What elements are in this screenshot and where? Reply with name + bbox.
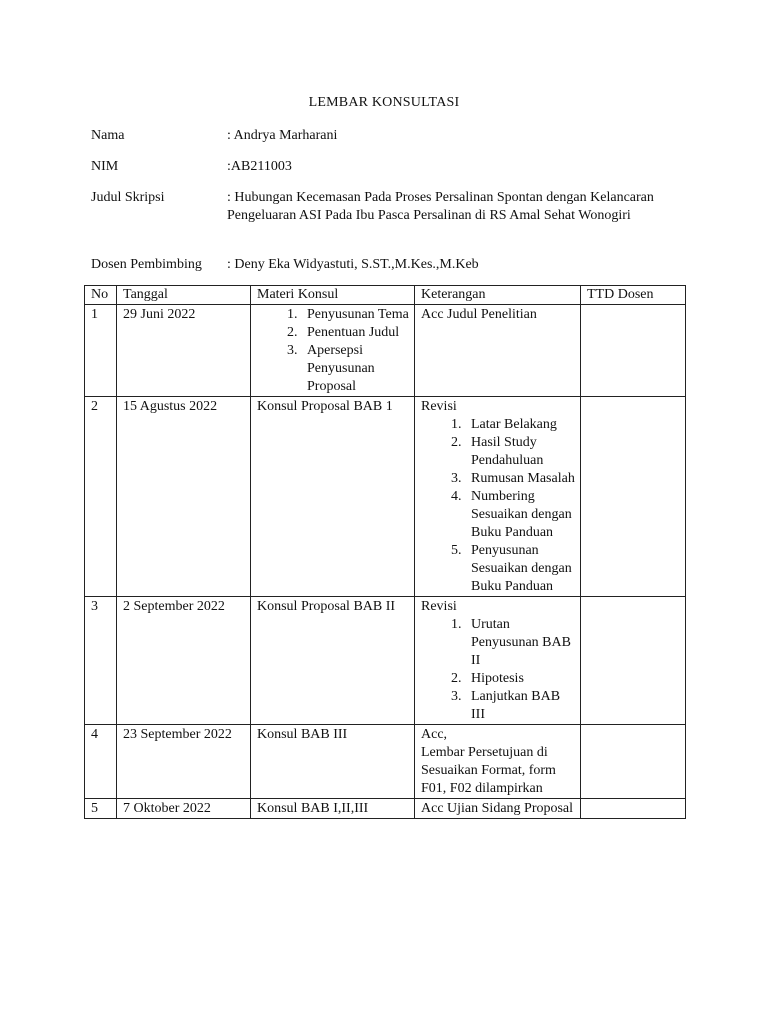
list-item: 3. Apersepsi Penyusunan Proposal (301, 342, 409, 396)
keterangan-heading: Revisi (421, 399, 457, 414)
cell-no: 3 (85, 597, 117, 725)
cell-keterangan: Acc Ujian Sidang Proposal (415, 799, 581, 819)
cell-no: 1 (85, 305, 117, 397)
table-header-row (85, 286, 686, 305)
nama-value: : Andrya Marharani (227, 128, 338, 143)
keterangan-line: Acc, (421, 727, 448, 742)
cell-materi (251, 305, 415, 397)
document-title: LEMBAR KONSULTASI (308, 95, 460, 110)
header-tanggal: Tanggal (117, 286, 251, 305)
table-row (85, 799, 686, 819)
cell-tanggal: 29 Juni 2022 (117, 305, 251, 397)
keterangan-list (421, 616, 575, 724)
keterangan-heading: Revisi (421, 599, 457, 614)
cell-no: 2 (85, 397, 117, 597)
nama-label: Nama (91, 128, 125, 143)
cell-ttd (581, 597, 686, 725)
dosen-value: : Deny Eka Widyastuti, S.ST.,M.Kes.,M.Keb (227, 257, 479, 272)
header-keterangan: Keterangan (415, 286, 581, 305)
cell-ttd (581, 799, 686, 819)
cell-tanggal: 15 Agustus 2022 (117, 397, 251, 597)
nim-value: :AB211003 (227, 159, 292, 174)
cell-materi: Konsul Proposal BAB II (251, 597, 415, 725)
cell-keterangan (415, 397, 581, 597)
cell-ttd (581, 305, 686, 397)
keterangan-line: Lembar Persetujuan di Sesuaikan Format, form F01, F02 dilampirkan (421, 745, 556, 796)
table-row (85, 397, 686, 597)
cell-materi: Konsul BAB III (251, 725, 415, 799)
list-item: 2. Hasil Study Pendahuluan (465, 434, 575, 470)
judul-value: : Hubungan Kecemasan Pada Proses Persalinan Spontan dengan Kelancaran Pengeluaran ASI Pada Ibu Pasca Persalinan di RS Amal Sehat Wonogiri (227, 190, 654, 223)
keterangan-list (421, 416, 575, 596)
cell-keterangan (415, 597, 581, 725)
list-item: 4. Numbering Sesuaikan dengan Buku Panduan (465, 488, 575, 542)
dosen-label: Dosen Pembimbing (91, 257, 202, 272)
cell-materi: Konsul BAB I,II,III (251, 799, 415, 819)
consultation-table (84, 285, 686, 819)
list-item: 2. Hipotesis (465, 670, 575, 688)
list-item: 5. Penyusunan Sesuaikan dengan Buku Panduan (465, 542, 575, 596)
list-item: 3. Lanjutkan BAB III (465, 688, 575, 724)
list-item: 3. Rumusan Masalah (465, 470, 575, 488)
list-item: 1. Urutan Penyusunan BAB II (465, 616, 575, 670)
cell-materi: Konsul Proposal BAB 1 (251, 397, 415, 597)
cell-keterangan: Acc Judul Penelitian (415, 305, 581, 397)
cell-ttd (581, 397, 686, 597)
table-row (85, 725, 686, 799)
list-item: 1. Penyusunan Tema (301, 306, 409, 324)
judul-label: Judul Skripsi (91, 190, 165, 205)
header-ttd-dosen: TTD Dosen (581, 286, 686, 305)
header-no: No (85, 286, 117, 305)
materi-list (257, 306, 409, 396)
table-row (85, 597, 686, 725)
cell-no: 4 (85, 725, 117, 799)
cell-no: 5 (85, 799, 117, 819)
cell-tanggal: 23 September 2022 (117, 725, 251, 799)
list-item: 2. Penentuan Judul (301, 324, 409, 342)
cell-ttd (581, 725, 686, 799)
list-item: 1. Latar Belakang (465, 416, 575, 434)
cell-tanggal: 7 Oktober 2022 (117, 799, 251, 819)
header-materi-konsul: Materi Konsul (251, 286, 415, 305)
table-row (85, 305, 686, 397)
cell-keterangan (415, 725, 581, 799)
cell-tanggal: 2 September 2022 (117, 597, 251, 725)
nim-label: NIM (91, 159, 119, 174)
